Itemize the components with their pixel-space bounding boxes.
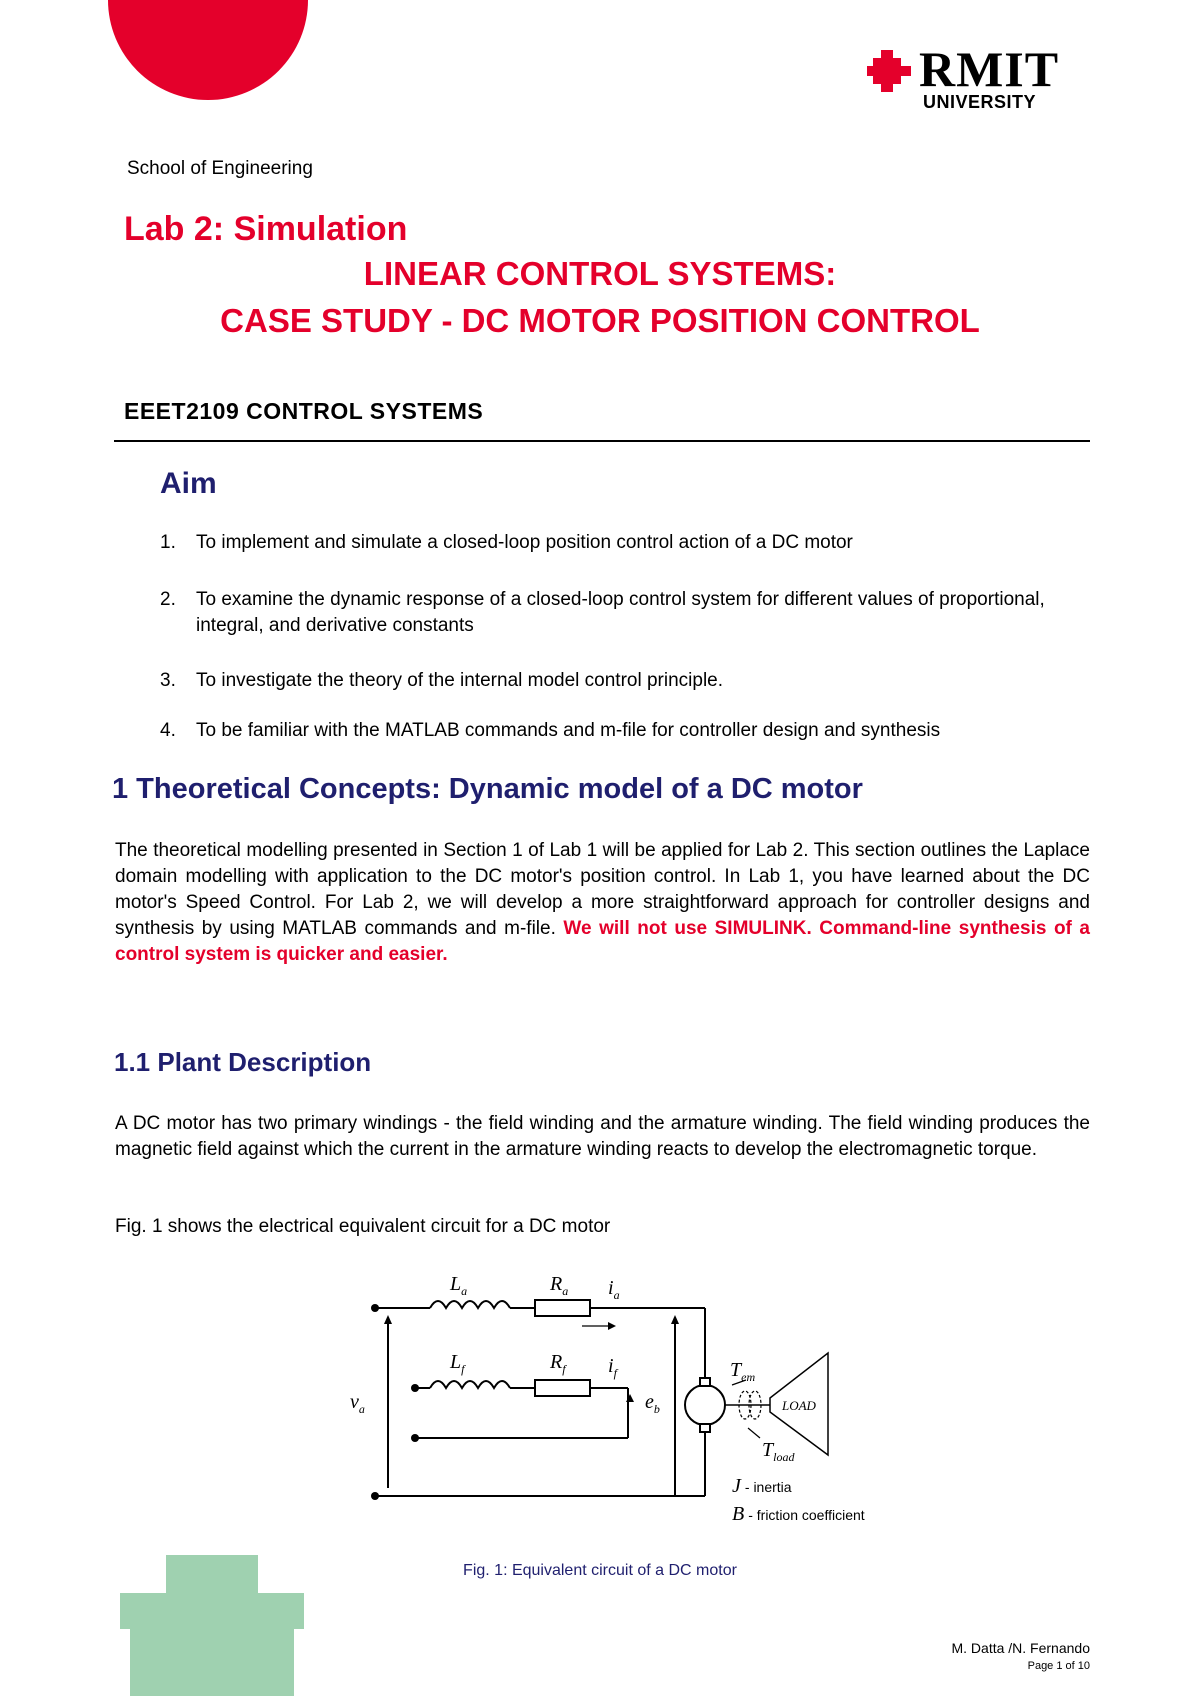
page-number: Page 1 of 10 bbox=[1027, 1660, 1090, 1672]
section-1-heading: 1 Theoretical Concepts: Dynamic model of a DC motor bbox=[112, 773, 863, 805]
dc-motor-circuit-diagram bbox=[350, 1270, 890, 1550]
school-name: School of Engineering bbox=[127, 158, 313, 179]
course-title: EEET2109 CONTROL SYSTEMS bbox=[124, 398, 484, 424]
motor-brush-top bbox=[700, 1378, 710, 1386]
va-label: $v_a$ bbox=[350, 1391, 365, 1416]
armature-resistor bbox=[535, 1300, 590, 1316]
lab-subtitle-line1: LINEAR CONTROL SYSTEMS: bbox=[363, 255, 837, 292]
ia-label: $i_a$ bbox=[608, 1277, 620, 1302]
logo-subtitle: UNIVERSITY bbox=[923, 92, 1037, 112]
figure-intro-paragraph: Fig. 1 shows the electrical equivalent circuit for a DC motor bbox=[115, 1216, 611, 1237]
terminal-dot bbox=[371, 1492, 379, 1500]
aim-item-text: To investigate the theory of the internal model control principle. bbox=[196, 670, 724, 691]
lab-subtitle-line2: CASE STUDY - DC MOTOR POSITION CONTROL bbox=[220, 302, 980, 339]
rmit-pixel-mark-icon bbox=[867, 50, 915, 94]
arrowhead bbox=[384, 1315, 392, 1324]
motor-brush-bottom bbox=[700, 1424, 710, 1432]
logo-wordmark: RMIT bbox=[919, 41, 1060, 97]
la-label: $L_a$ bbox=[450, 1273, 468, 1298]
friction-label: B - friction coefficient bbox=[732, 1503, 865, 1525]
plant-description-paragraph: A DC motor has two primary windings - the field winding and the armature winding. The field winding produces the magnetic field against which the current in the armature winding reacts to develop the electromagnetic torque. bbox=[115, 1113, 1090, 1160]
aim-item-text: To examine the dynamic response of a closed-loop control system for different values of proportional, integral, and derivative constants bbox=[196, 589, 1045, 636]
tload-arrow bbox=[748, 1428, 760, 1438]
aim-list-item bbox=[160, 587, 1080, 639]
eb-label: $e_b$ bbox=[645, 1391, 660, 1416]
rf-label: $R_f$ bbox=[550, 1351, 566, 1376]
author-credit: M. Datta /N. Fernando bbox=[951, 1640, 1090, 1656]
section-1-red-note: We will not use SIMULINK. Command-line synthesis of a control system is quicker and easier. bbox=[115, 918, 1090, 965]
terminal-dot bbox=[411, 1434, 419, 1442]
tem-label: $T_{em}$ bbox=[730, 1359, 756, 1384]
aim-list-item bbox=[160, 668, 1080, 694]
arrowhead bbox=[671, 1315, 679, 1324]
aim-heading: Aim bbox=[160, 467, 217, 500]
green-stepped-decoration bbox=[120, 1555, 320, 1696]
terminal-dot bbox=[371, 1304, 379, 1312]
motor-symbol bbox=[685, 1385, 725, 1425]
field-inductor bbox=[430, 1381, 510, 1388]
figure-caption: Fig. 1: Equivalent circuit of a DC motor bbox=[463, 1562, 737, 1579]
aim-item-text: To implement and simulate a closed-loop position control action of a DC motor bbox=[196, 532, 853, 553]
lab-title: Lab 2: Simulation bbox=[124, 210, 408, 248]
lf-label: $L_f$ bbox=[450, 1351, 465, 1376]
terminal-dot bbox=[411, 1384, 419, 1392]
aim-item-number: 1. bbox=[160, 532, 176, 553]
aim-item-number: 3. bbox=[160, 670, 176, 691]
inertia-label: J - inertia bbox=[732, 1475, 792, 1497]
arrowhead bbox=[608, 1322, 616, 1330]
aim-list-item bbox=[160, 718, 1080, 744]
load-label: LOAD bbox=[782, 1398, 816, 1413]
aim-item-text: To be familiar with the MATLAB commands and m-file for controller design and synthesis bbox=[196, 720, 941, 741]
section-1-text: The theoretical modelling presented in Section 1 of Lab 1 will be applied for Lab 2. This section outlines the Laplace domain modelling with application to the DC motor's position control. In Lab 1, you have learned about the DC motor's Speed Control. For Lab 2, we will develop a more straightforward approach for controller designs and synthesis by using MATLAB commands and m-file. bbox=[115, 840, 1090, 939]
header-divider bbox=[114, 440, 1090, 442]
tload-label: $T_{load}$ bbox=[762, 1439, 795, 1464]
section-1-1-heading: 1.1 Plant Description bbox=[114, 1047, 372, 1077]
if-label: $i_f$ bbox=[608, 1355, 617, 1380]
armature-inductor bbox=[430, 1301, 510, 1308]
aim-list-item bbox=[160, 530, 1080, 556]
ra-label: $R_a$ bbox=[550, 1273, 569, 1298]
red-semicircle-decoration bbox=[108, 0, 308, 100]
field-resistor bbox=[535, 1380, 590, 1396]
section-1-paragraph bbox=[115, 838, 1090, 968]
aim-item-number: 2. bbox=[160, 589, 176, 610]
rmit-logo bbox=[867, 41, 1072, 118]
aim-item-number: 4. bbox=[160, 720, 176, 741]
